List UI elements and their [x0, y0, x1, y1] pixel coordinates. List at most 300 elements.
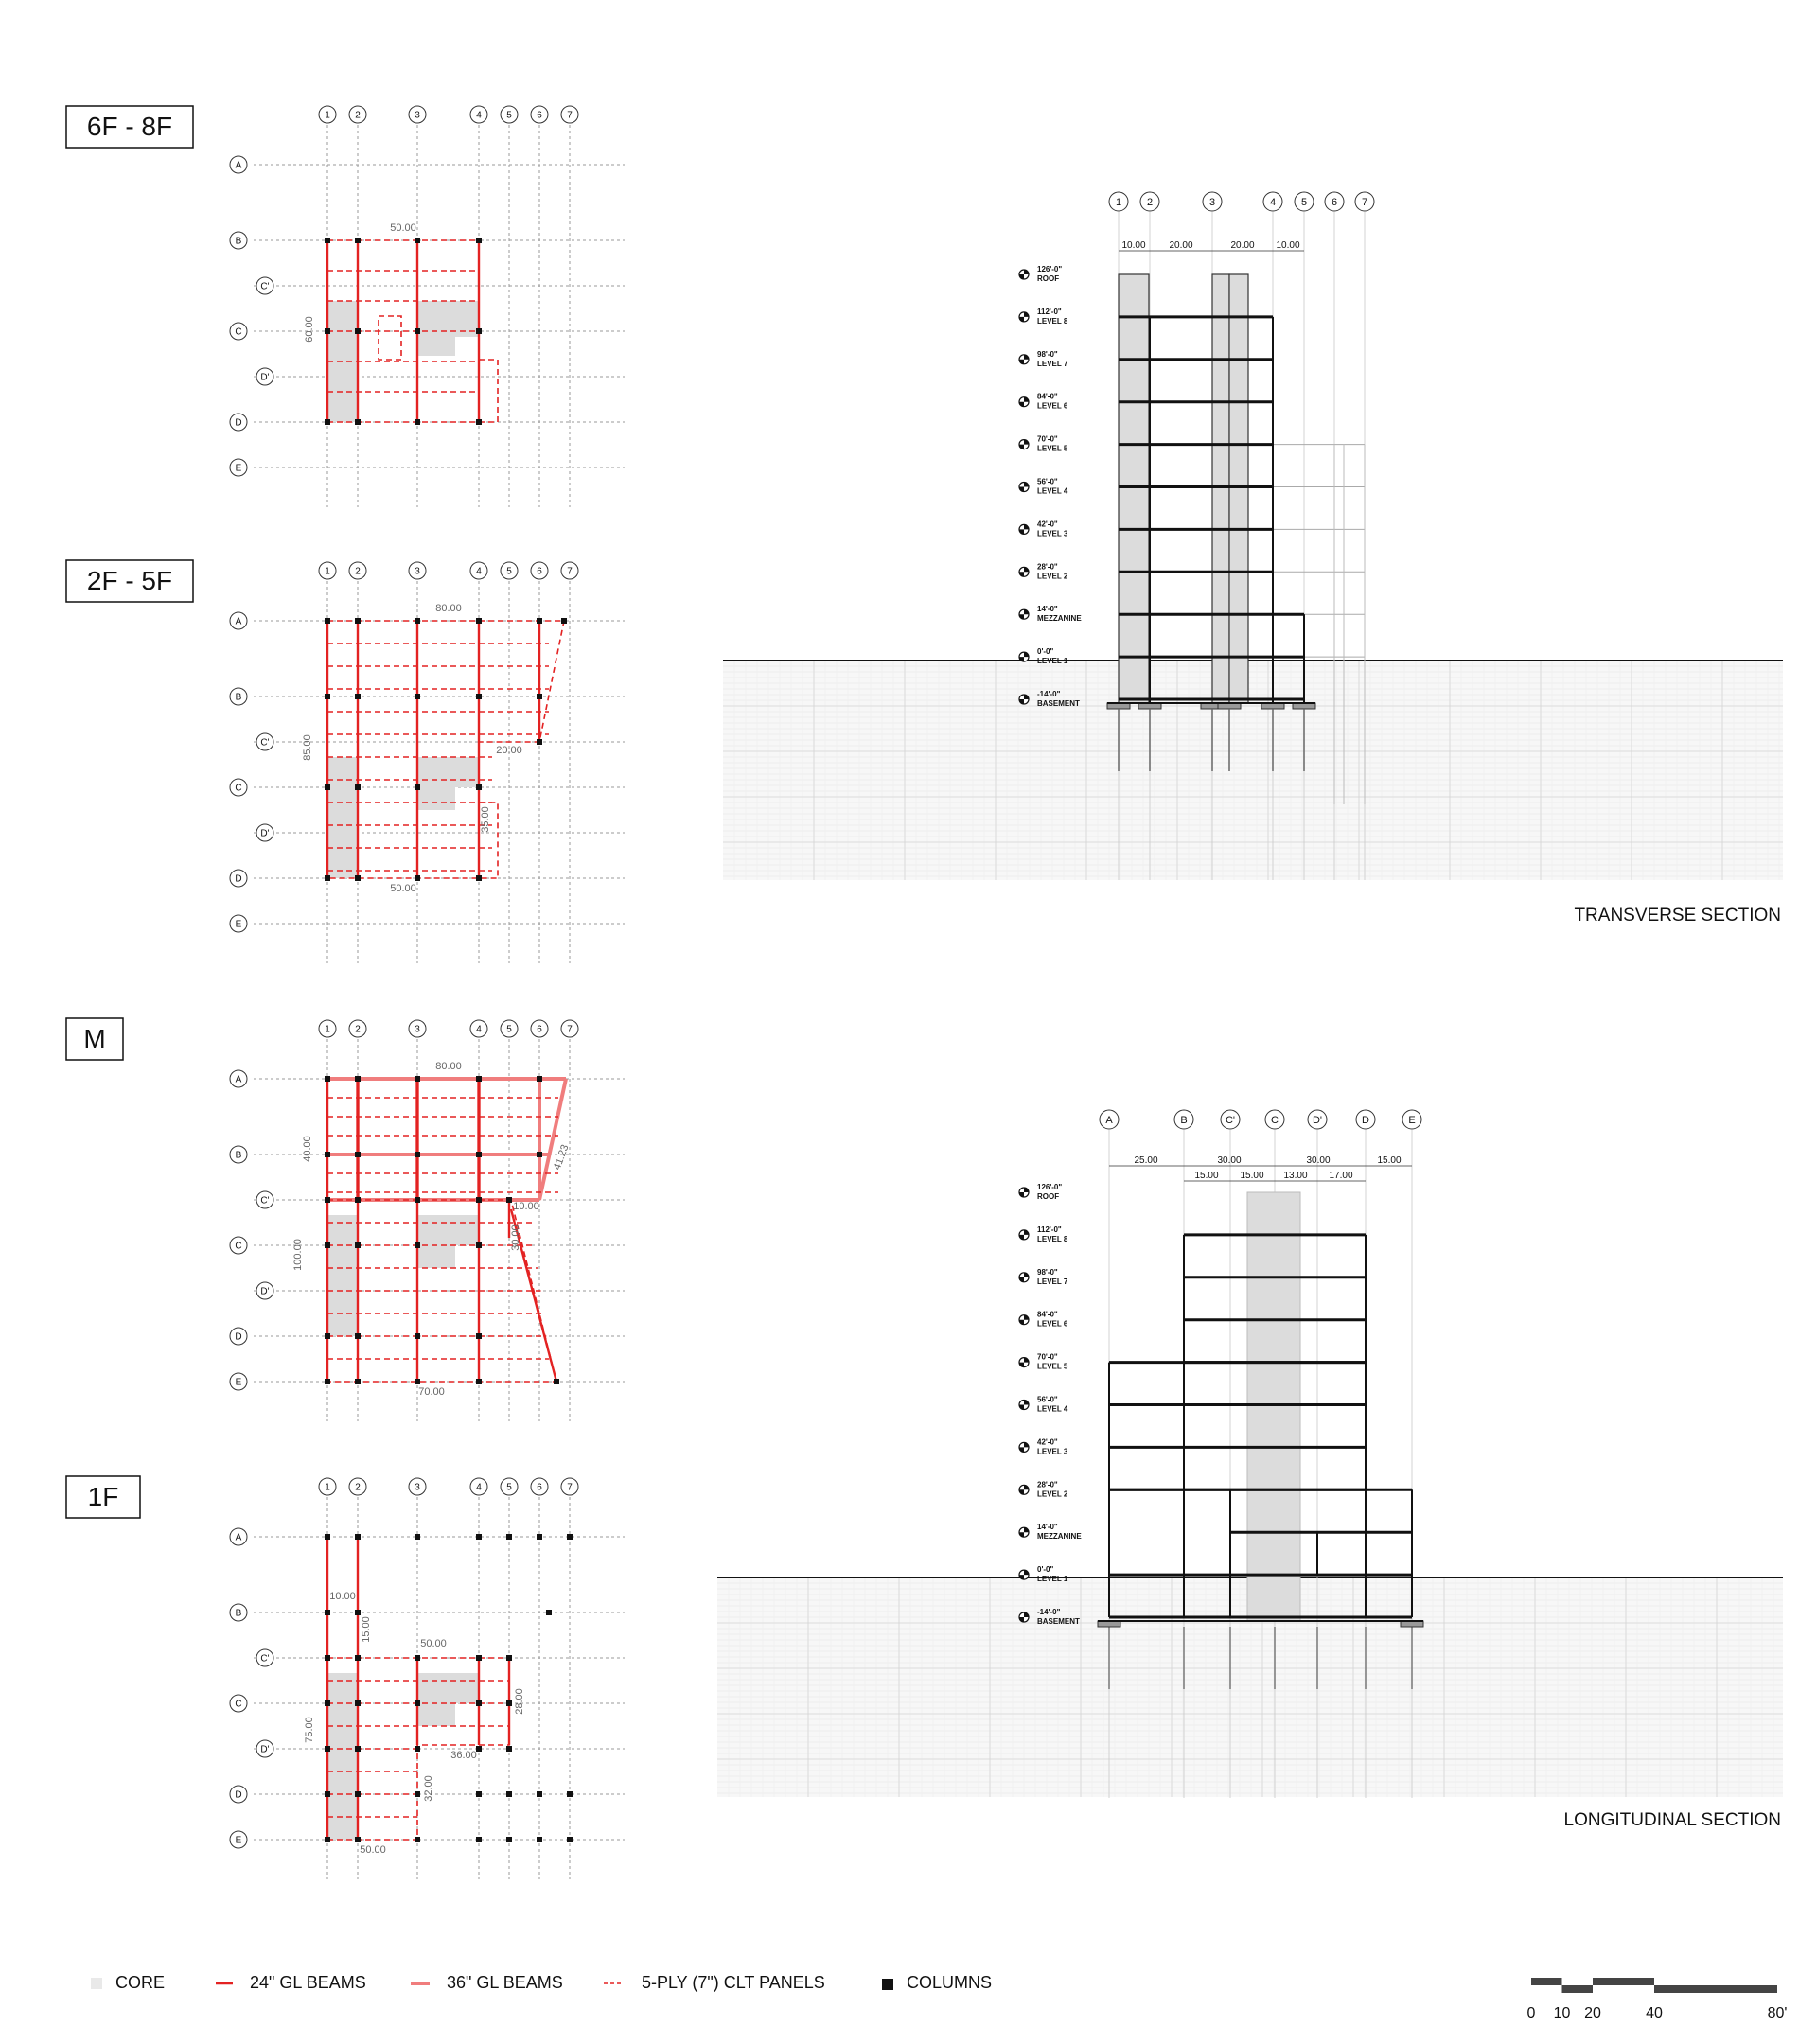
level-elevation: 14'-0"	[1037, 605, 1058, 614]
grid-bubble-label: C'	[260, 281, 270, 292]
level-elevation: 56'-0"	[1037, 1395, 1058, 1404]
column-marker	[325, 1076, 330, 1082]
level-name: LEVEL 4	[1037, 1404, 1068, 1414]
column-marker	[325, 1746, 330, 1752]
column-marker	[325, 618, 330, 624]
grid-bubble-label: 2	[355, 1024, 361, 1035]
grid-bubble-1	[319, 106, 336, 123]
grid-bubble-5	[501, 562, 518, 579]
plan-title: 1F	[87, 1482, 119, 1511]
core-area	[327, 757, 358, 878]
grid-bubble-label: A	[235, 1532, 242, 1543]
column-marker	[355, 784, 361, 790]
dimension-label: 10.00	[513, 1201, 539, 1212]
level-elevation: 112'-0"	[1037, 1225, 1062, 1234]
level-tag	[1019, 605, 1082, 623]
column-marker	[415, 1379, 420, 1384]
section-grid-bubble	[1221, 1110, 1240, 1129]
column-marker	[355, 1197, 361, 1203]
level-tag	[1019, 1311, 1068, 1329]
level-name: LEVEL 7	[1037, 1277, 1068, 1286]
transverse-section	[723, 192, 1783, 925]
column-marker	[415, 419, 420, 425]
grid-bubble-label: D	[235, 873, 242, 885]
dimension-label: 80.00	[435, 603, 462, 614]
column-marker	[325, 1379, 330, 1384]
grid-bubble-row	[230, 612, 247, 629]
level-elevation: 98'-0"	[1037, 1267, 1058, 1277]
column-marker	[567, 1534, 573, 1540]
column-marker	[325, 1791, 330, 1797]
level-tag	[1019, 1353, 1068, 1371]
dimension-label: 80.00	[435, 1061, 462, 1072]
grid-bubble-row	[230, 1146, 247, 1163]
column-marker	[415, 1076, 420, 1082]
legend	[91, 1973, 992, 1992]
column-marker	[355, 618, 361, 624]
column-marker	[415, 1655, 420, 1661]
level-name: LEVEL 2	[1037, 1489, 1068, 1499]
grid-bubble-label: 4	[476, 566, 482, 577]
column-marker	[355, 1791, 361, 1797]
grid-bubble-label: 3	[415, 1482, 420, 1493]
column-marker	[476, 1379, 482, 1384]
dimension-label: 50.00	[390, 222, 416, 234]
grid-bubble-label: A	[1105, 1114, 1113, 1126]
column-marker	[476, 238, 482, 243]
plan-2f-5f	[66, 560, 625, 963]
scale-bar	[1527, 1978, 1788, 2021]
grid-bubble-label: C	[235, 1241, 242, 1252]
column-marker	[546, 1610, 552, 1615]
grid-bubble-label: 7	[567, 566, 573, 577]
grid-bubble-row	[230, 1237, 247, 1254]
dimension-label: 28.00	[514, 1688, 525, 1715]
column-marker	[325, 1837, 330, 1842]
level-name: MEZZANINE	[1037, 614, 1082, 624]
grid-bubble-label: D'	[260, 828, 270, 839]
scale-label: 0	[1526, 2005, 1536, 2021]
column-marker	[355, 1700, 361, 1706]
grid-bubble-label: 6	[537, 1024, 542, 1035]
core-area	[327, 1673, 358, 1840]
dimension-label: 30.00	[1217, 1155, 1242, 1166]
section-grid-bubble	[1308, 1110, 1327, 1129]
grid-bubble-row	[256, 1649, 273, 1666]
grid-bubble-6	[531, 562, 548, 579]
core-area	[417, 1701, 455, 1726]
column-marker	[415, 784, 420, 790]
grid-bubble-7	[561, 106, 578, 123]
grid-bubble-label: A	[235, 616, 242, 627]
grid-bubble-row	[256, 1282, 273, 1299]
grid-bubble-label: A	[235, 1074, 242, 1085]
section-grid-bubble	[1263, 192, 1282, 211]
grid-bubble-label: E	[235, 919, 242, 930]
dimension-label: 50.00	[360, 1844, 386, 1856]
grid-bubble-4	[470, 1478, 487, 1495]
grid-bubble-label: D	[1362, 1114, 1369, 1126]
dimension-label: 30.00	[1306, 1155, 1331, 1166]
column-marker	[506, 1655, 512, 1661]
core-area	[417, 331, 455, 356]
grid-bubble-label: A	[235, 160, 242, 171]
dimension-label: 41.23	[551, 1142, 572, 1172]
core-area	[417, 1215, 479, 1245]
level-elevation: 56'-0"	[1037, 477, 1058, 486]
grid-bubble-label: 4	[476, 1024, 482, 1035]
column-marker	[355, 1076, 361, 1082]
level-elevation: 70'-0"	[1037, 1352, 1058, 1362]
column-marker	[537, 694, 542, 699]
dimension-label: 20.00	[1230, 240, 1255, 251]
core-area	[417, 1673, 479, 1703]
column-marker	[476, 1746, 482, 1752]
scale-segment	[1562, 1985, 1594, 1993]
plan-mezzanine	[66, 1018, 625, 1421]
column-marker	[355, 1837, 361, 1842]
column-marker	[476, 1791, 482, 1797]
legend-columns-label: COLUMNS	[907, 1973, 993, 1992]
level-elevation: 70'-0"	[1037, 434, 1058, 444]
grid-bubble-label: C'	[260, 1195, 270, 1207]
column-marker	[355, 1610, 361, 1615]
section-grid-bubble	[1402, 1110, 1421, 1129]
level-name: LEVEL 7	[1037, 359, 1068, 368]
column-marker	[476, 1837, 482, 1842]
grid-bubble-label: 3	[415, 566, 420, 577]
grid-bubble-label: D'	[260, 372, 270, 383]
grid-bubble-row	[256, 1191, 273, 1208]
dimension-label: 100.00	[292, 1239, 304, 1271]
column-marker	[561, 618, 567, 624]
column-marker	[476, 875, 482, 881]
scale-label: 80'	[1767, 2005, 1788, 2021]
level-name: LEVEL 8	[1037, 1234, 1068, 1243]
core-shaft	[1229, 274, 1248, 703]
plan-title: M	[83, 1024, 106, 1053]
column-marker	[476, 1534, 482, 1540]
dimension-label: 50.00	[390, 883, 416, 894]
column-marker	[476, 1076, 482, 1082]
level-name: LEVEL 2	[1037, 572, 1068, 581]
column-marker	[355, 1655, 361, 1661]
dimension-label: 36.00	[450, 1750, 477, 1761]
level-name: ROOF	[1037, 274, 1060, 283]
grid-bubble-row	[230, 1328, 247, 1345]
column-marker	[537, 1791, 542, 1797]
dimension-label: 40.00	[302, 1136, 313, 1162]
grid-bubble-label: 7	[1361, 196, 1368, 208]
grid-bubble-label: B	[1180, 1114, 1188, 1126]
grid-bubble-label: B	[235, 692, 242, 703]
level-tag	[1019, 562, 1068, 580]
section-grid-bubble	[1174, 1110, 1193, 1129]
grid-bubble-label: 2	[355, 1482, 361, 1493]
grid-bubble-4	[470, 562, 487, 579]
core-area	[327, 1215, 358, 1336]
grid-bubble-label: E	[235, 1835, 242, 1846]
grid-bubble-6	[531, 1478, 548, 1495]
grid-bubble-3	[409, 106, 426, 123]
column-marker	[355, 694, 361, 699]
legend-beam36-label: 36" GL BEAMS	[447, 1973, 563, 1992]
column-marker	[325, 1610, 330, 1615]
grid-bubble-row	[230, 915, 247, 932]
level-name: LEVEL 8	[1037, 316, 1068, 326]
level-tag	[1019, 1225, 1068, 1243]
column-marker	[325, 1242, 330, 1248]
column-marker	[355, 1333, 361, 1339]
level-tag	[1019, 1183, 1062, 1201]
column-marker	[325, 694, 330, 699]
level-name: LEVEL 3	[1037, 1447, 1068, 1456]
section-grid-bubble	[1325, 192, 1344, 211]
dimension-label: 30.00	[510, 1225, 521, 1251]
section-grid-bubble	[1100, 1110, 1119, 1129]
floor-outline	[327, 621, 564, 878]
grid-bubble-label: 7	[567, 110, 573, 121]
grid-bubble-label: 6	[537, 566, 542, 577]
grid-bubble-label: C	[235, 326, 242, 338]
scale-segment	[1531, 1978, 1562, 1985]
level-tag	[1019, 1480, 1068, 1498]
column-marker	[355, 1152, 361, 1157]
column-marker	[506, 1746, 512, 1752]
column-marker	[506, 1197, 512, 1203]
dimension-label: 13.00	[1283, 1171, 1308, 1181]
level-tag	[1019, 1268, 1068, 1286]
grid-bubble-label: E	[235, 463, 242, 474]
column-marker	[537, 739, 542, 745]
grid-bubble-label: D'	[260, 1744, 270, 1755]
legend-beam24-label: 24" GL BEAMS	[250, 1973, 366, 1992]
level-name: ROOF	[1037, 1192, 1060, 1201]
column-marker	[325, 328, 330, 334]
section-grid-bubble	[1265, 1110, 1284, 1129]
column-marker	[355, 1534, 361, 1540]
grid-bubble-row	[230, 1528, 247, 1545]
grid-bubble-label: 3	[415, 1024, 420, 1035]
column-marker	[476, 694, 482, 699]
core-shaft	[1212, 274, 1229, 703]
column-marker	[325, 419, 330, 425]
level-tag	[1019, 520, 1068, 537]
column-marker	[325, 1655, 330, 1661]
level-name: LEVEL 5	[1037, 1362, 1068, 1371]
level-elevation: -14'-0"	[1037, 690, 1061, 698]
grid-bubble-label: 6	[537, 1482, 542, 1493]
level-tag	[1019, 435, 1068, 453]
level-elevation: -14'-0"	[1037, 1608, 1061, 1616]
grid-bubble-label: 4	[476, 1482, 482, 1493]
dimension-label: 17.00	[1329, 1171, 1353, 1181]
legend-core-label: CORE	[115, 1973, 166, 1992]
grid-bubble-label: B	[235, 236, 242, 247]
grid-bubble-label: 3	[415, 110, 420, 121]
column-marker	[415, 1197, 420, 1203]
grid-bubble-2	[349, 106, 366, 123]
grid-bubble-row	[230, 1070, 247, 1087]
column-marker	[554, 1379, 559, 1384]
grid-bubble-label: 5	[506, 1482, 512, 1493]
grid-bubble-label: D'	[1312, 1114, 1323, 1126]
grid-bubble-row	[230, 1786, 247, 1803]
grid-bubble-row	[230, 870, 247, 887]
section-grid-bubble	[1140, 192, 1159, 211]
grid-bubble-row	[256, 277, 273, 294]
grid-bubble-row	[230, 1604, 247, 1621]
plan-title: 6F - 8F	[86, 112, 173, 141]
grid-bubble-5	[501, 1478, 518, 1495]
level-tag	[1019, 1437, 1068, 1455]
level-elevation: 112'-0"	[1037, 307, 1062, 316]
level-name: LEVEL 6	[1037, 401, 1068, 411]
grid-bubble-label: 3	[1208, 196, 1216, 208]
column-marker	[506, 1791, 512, 1797]
scale-label: 10	[1553, 2005, 1571, 2021]
grid-bubble-label: C	[235, 783, 242, 794]
level-name: LEVEL 6	[1037, 1319, 1068, 1329]
column-marker	[355, 1379, 361, 1384]
column-marker	[506, 1534, 512, 1540]
grid-bubble-5	[501, 106, 518, 123]
column-marker	[355, 1242, 361, 1248]
dimension-label: 15.00	[361, 1616, 372, 1643]
grid-bubble-row	[230, 1831, 247, 1848]
grid-bubble-4	[470, 1020, 487, 1037]
grid-bubble-label: 5	[506, 566, 512, 577]
level-elevation: 126'-0"	[1037, 265, 1063, 273]
column-marker	[476, 419, 482, 425]
dimension-label: 35.00	[480, 806, 491, 833]
level-tag	[1019, 393, 1068, 411]
column-marker	[476, 1197, 482, 1203]
column-marker	[415, 1242, 420, 1248]
floor-plans	[66, 106, 625, 1879]
column-marker	[537, 1534, 542, 1540]
column-marker	[415, 1746, 420, 1752]
core-area	[417, 757, 479, 787]
column-marker	[415, 238, 420, 243]
grid-bubble-row	[230, 779, 247, 796]
column-marker	[415, 1534, 420, 1540]
grid-bubble-label: D'	[260, 1286, 270, 1297]
grid-bubble-row	[230, 414, 247, 431]
column-marker	[476, 784, 482, 790]
level-elevation: 14'-0"	[1037, 1523, 1058, 1532]
grid-bubble-row	[230, 156, 247, 173]
grid-bubble-label: C	[1271, 1114, 1279, 1126]
column-marker	[476, 1152, 482, 1157]
grid-bubble-row	[230, 1695, 247, 1712]
grid-bubble-label: 2	[355, 566, 361, 577]
column-marker	[476, 328, 482, 334]
column-marker	[325, 784, 330, 790]
column-marker	[537, 618, 542, 624]
grid-bubble-row	[230, 1373, 247, 1390]
column-marker	[325, 1534, 330, 1540]
dimension-label: 20.00	[496, 745, 522, 756]
grid-bubble-7	[561, 1020, 578, 1037]
scale-segment	[1654, 1985, 1777, 1993]
dimension-label: 20.00	[1169, 240, 1193, 251]
legend-clt-label: 5-PLY (7") CLT PANELS	[642, 1973, 825, 1992]
grid-bubble-label: B	[235, 1608, 242, 1619]
column-marker	[355, 875, 361, 881]
level-tag	[1019, 1396, 1068, 1414]
column-marker	[567, 1837, 573, 1842]
grid-bubble-label: C'	[1225, 1114, 1236, 1126]
grid-bubble-label: 4	[1269, 196, 1277, 208]
grid-bubble-2	[349, 562, 366, 579]
level-elevation: 98'-0"	[1037, 349, 1058, 359]
column-marker	[415, 1333, 420, 1339]
level-elevation: 84'-0"	[1037, 392, 1058, 401]
section-grid-bubble	[1109, 192, 1128, 211]
column-marker	[537, 1076, 542, 1082]
level-elevation: 0'-0"	[1037, 1565, 1054, 1575]
level-elevation: 84'-0"	[1037, 1310, 1058, 1319]
grid-bubble-label: 1	[1115, 196, 1122, 208]
grid-bubble-label: C'	[260, 1653, 270, 1665]
column-marker	[415, 618, 420, 624]
section-grid-bubble	[1203, 192, 1222, 211]
core-area	[417, 785, 455, 810]
column-marker	[355, 238, 361, 243]
level-name: MEZZANINE	[1037, 1532, 1082, 1542]
dimension-label: 10.00	[1121, 240, 1146, 251]
column-marker	[537, 1837, 542, 1842]
level-tag	[1019, 350, 1068, 368]
plan-1f	[66, 1476, 625, 1879]
column-marker	[355, 419, 361, 425]
grid-bubble-label: 1	[325, 1024, 330, 1035]
column-marker	[325, 1197, 330, 1203]
column-marker	[476, 1333, 482, 1339]
grid-bubble-row	[230, 459, 247, 476]
grid-bubble-row	[256, 824, 273, 841]
level-elevation: 0'-0"	[1037, 647, 1054, 657]
legend-core-swatch	[91, 1978, 102, 1989]
level-name: LEVEL 3	[1037, 529, 1068, 538]
grid-bubble-label: D	[235, 1789, 242, 1801]
column-marker	[415, 875, 420, 881]
gl-beam-36	[539, 1079, 566, 1200]
grid-bubble-1	[319, 562, 336, 579]
level-name: LEVEL 4	[1037, 486, 1068, 496]
section-title: TRANSVERSE SECTION	[1574, 906, 1781, 925]
grid-bubble-7	[561, 1478, 578, 1495]
grid-bubble-row	[230, 323, 247, 340]
grid-bubble-label: 1	[325, 566, 330, 577]
column-marker	[415, 1700, 420, 1706]
grid-bubble-label: 2	[355, 110, 361, 121]
grid-bubble-row	[230, 232, 247, 249]
column-marker	[415, 1791, 420, 1797]
grid-bubble-4	[470, 106, 487, 123]
level-name: LEVEL 1	[1037, 657, 1068, 666]
level-name: LEVEL 5	[1037, 444, 1068, 453]
column-marker	[476, 1700, 482, 1706]
scale-segment	[1593, 1978, 1654, 1985]
dimension-label: 32.00	[423, 1775, 434, 1802]
column-marker	[476, 618, 482, 624]
core-area	[417, 1243, 455, 1268]
grid-bubble-6	[531, 1020, 548, 1037]
grid-bubble-label: 5	[1300, 196, 1308, 208]
column-marker	[415, 1837, 420, 1842]
